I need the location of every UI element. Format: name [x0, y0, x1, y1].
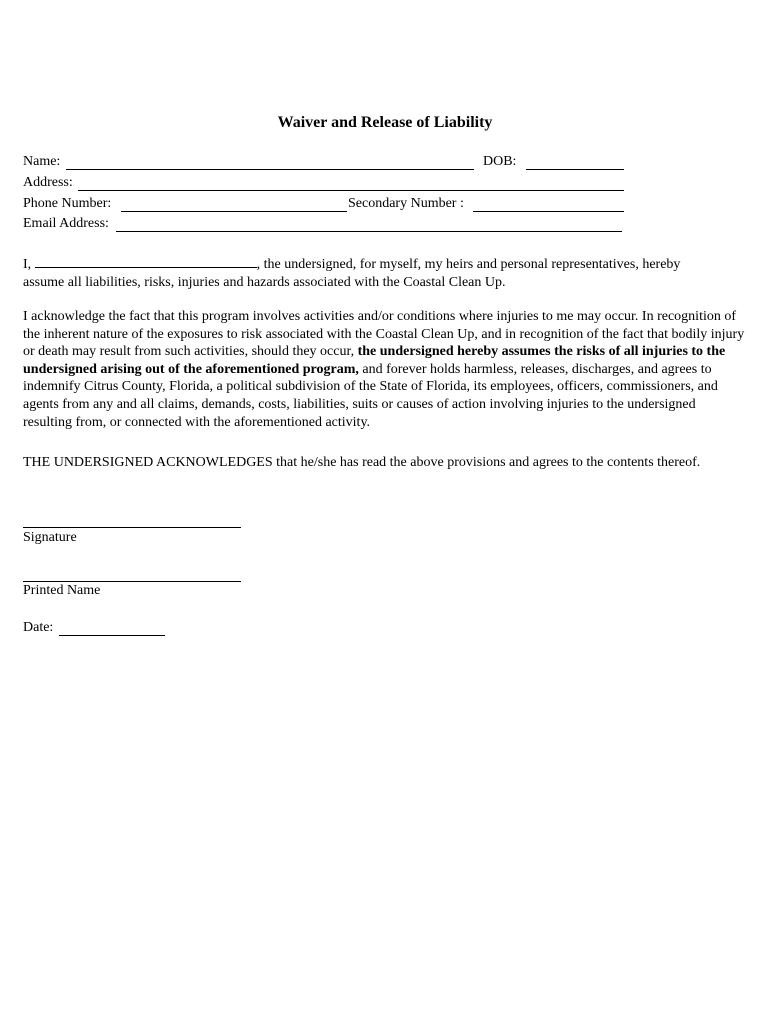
paragraph1-prefix: I,	[23, 257, 32, 272]
date-label: Date:	[23, 620, 54, 635]
phone-field[interactable]	[121, 211, 347, 212]
printed-name-line[interactable]	[23, 581, 241, 582]
paragraph1-line1-rest: , the undersigned, for myself, my heirs and personal representatives, hereby	[256, 257, 681, 272]
signature-label: Signature	[23, 530, 77, 545]
address-row	[23, 175, 624, 195]
signature-line[interactable]	[23, 527, 241, 528]
secondary-number-label: Secondary Number :	[348, 196, 464, 211]
undersigned-acknowledges-paragraph: THE UNDERSIGNED ACKNOWLEDGES that he/she has read the above provisions and agrees to the contents thereof.	[23, 455, 701, 470]
paragraph1-line2: assume all liabilities, risks, injuries and hazards associated with the Coastal Clean Up.	[23, 274, 506, 290]
email-field[interactable]	[116, 231, 622, 232]
name-field[interactable]	[66, 169, 474, 170]
dob-label: DOB:	[483, 154, 517, 169]
paragraph2-bold: the undersigned hereby assumes the risks of all injuries to the undersigned arising out of the aforementioned program,	[23, 344, 726, 377]
email-label: Email Address:	[23, 216, 109, 231]
email-row	[23, 216, 624, 236]
paragraph2-text-a: I acknowledge the fact that this program involves activities and/or conditions where injuries to me may occur. In recognition of the inherent nature of the exposures to risk associated with the Coastal Clean Up, and in recognition of the fact that bodily injury or death may result from such activities, should they occur,	[23, 309, 745, 360]
printed-name-label: Printed Name	[23, 583, 101, 598]
dob-field[interactable]	[526, 169, 624, 170]
phone-row	[23, 196, 624, 216]
address-label: Address:	[23, 175, 73, 190]
acknowledgment-paragraph	[23, 308, 747, 431]
assumption-paragraph	[23, 255, 747, 291]
name-dob-row	[23, 154, 624, 174]
phone-label: Phone Number:	[23, 196, 112, 211]
paragraph2-text-b: and forever holds harmless, releases, discharges, and agrees to indemnify Citrus County, Florida, a political subdivision of the State of Florida, its employees, officers, commissioners, and agents from any and all claims, demands, costs, liabilities, suits or causes of action involving injuries to the undersigned resulting from, or connected with the aforementioned activity.	[23, 361, 718, 430]
name-label: Name:	[23, 154, 61, 169]
address-field[interactable]	[78, 190, 624, 191]
document-title: Waiver and Release of Liability	[277, 114, 493, 131]
date-field[interactable]	[59, 635, 165, 636]
secondary-number-field[interactable]	[473, 211, 624, 212]
undersigned-name-field[interactable]	[35, 255, 257, 268]
date-row	[23, 620, 624, 640]
